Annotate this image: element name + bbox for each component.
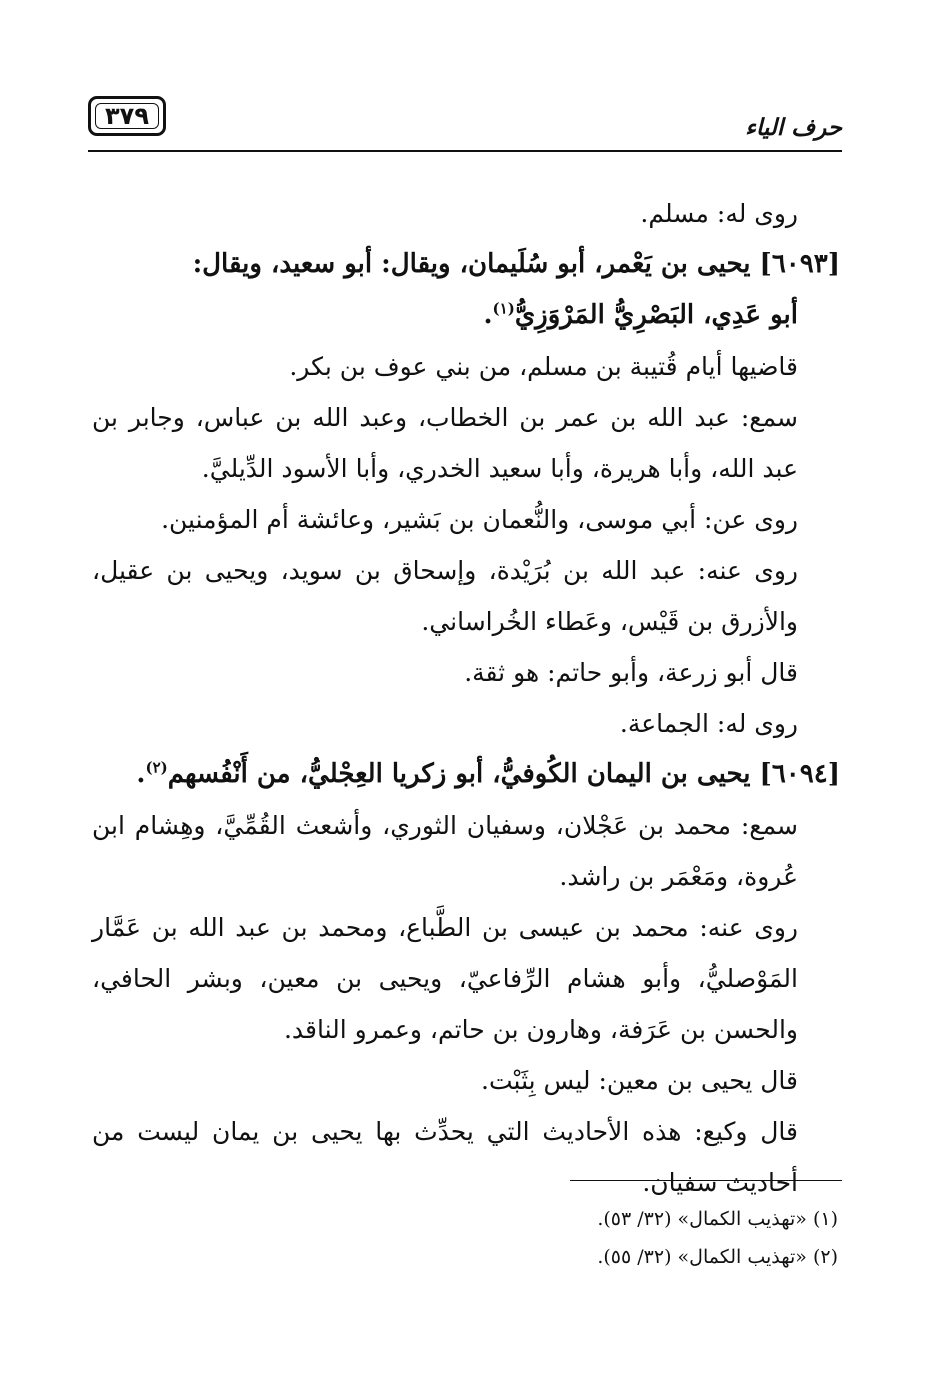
footnotes xyxy=(92,1200,838,1276)
entry-heading-6094-text: [٦٠٩٤] يحيى بن اليمان الكُوفيُّ، أبو زكريا العِجْليُّ، من أَنْفُسهم xyxy=(167,759,840,789)
paragraph-narrated-by-group: روى له: الجماعة. xyxy=(619,709,798,738)
footnote-1: (١) «تهذيب الكمال» (٣٢/ ٥٣). xyxy=(597,1208,838,1230)
entry-heading-6093-cont xyxy=(92,290,840,341)
entry-heading-6093-line2: أبو عَدِي، البَصْرِيُّ المَرْوَزِيُّ xyxy=(514,300,798,330)
paragraph-narrated-by-2: روى عنه: محمد بن عيسى بن الطَّباع، ومحمد بن عبد الله بن عَمَّار المَوْصليُّ، وأبو هشام الرِّفاعيّ، ويحيى بن معين، وبشر الحافي، والحسن بن عَرَفة، وهارون بن حاتم، وعمرو الناقد. xyxy=(92,913,798,1044)
entry-heading-6094 xyxy=(92,749,840,800)
paragraph-narrated-from: روى عن: أبي موسى، والنُّعمان بن بَشير، وعائشة أم المؤمنين. xyxy=(161,505,798,534)
paragraph-judge: قاضيها أيام قُتيبة بن مسلم، من بني عوف بن بكر. xyxy=(289,352,798,381)
entry-heading-6093-end: . xyxy=(483,300,493,330)
running-title: حرف الياء xyxy=(745,114,842,141)
entry-heading-6093-line1: [٦٠٩٣] يحيى بن يَعْمر، أبو سُلَيمان، ويقال: أبو سعيد، ويقال: xyxy=(192,249,840,279)
page-number-text: ٣٧٩ xyxy=(105,102,149,130)
footnote-ref-2[interactable]: (٢) xyxy=(145,758,168,777)
paragraph-grading: قال أبو زرعة، وأبو حاتم: هو ثقة. xyxy=(464,658,798,687)
paragraph-narrated-by: روى عنه: عبد الله بن بُرَيْدة، وإسحاق بن سويد، ويحيى بن عقيل، والأزرق بن قَيْس، وعَطاء الخُراساني. xyxy=(92,556,798,636)
paragraph-wakee: قال وكيع: هذه الأحاديث التي يحدِّث بها يحيى بن يمان ليست من أحاديث سفيان. xyxy=(92,1117,798,1197)
page-number xyxy=(88,96,166,136)
entry-heading-6094-end: . xyxy=(136,759,146,789)
paragraph-narrated-by-muslim: روى له: مسلم. xyxy=(640,199,798,228)
page-body xyxy=(92,188,840,1208)
footnote-2: (٢) «تهذيب الكمال» (٣٢/ ٥٥). xyxy=(597,1246,838,1268)
entry-heading-6093 xyxy=(92,239,840,290)
paragraph-heard-from-2: سمع: محمد بن عَجْلان، وسفيان الثوري، وأشعث القُمِّيَّ، وهِشام ابن عُروة، ومَعْمَر بن راشد. xyxy=(92,811,798,891)
paragraph-ibn-maeen: قال يحيى بن معين: ليس بِثَبْت. xyxy=(481,1066,798,1095)
header-divider xyxy=(88,150,842,152)
footnote-ref-1[interactable]: (١) xyxy=(492,299,515,318)
paragraph-heard-from: سمع: عبد الله بن عمر بن الخطاب، وعبد الله بن عباس، وجابر بن عبد الله، وأبا هريرة، وأبا سعيد الخدري، وأبا الأسود الدِّيليَّ. xyxy=(92,403,798,483)
footnote-divider xyxy=(570,1180,842,1181)
